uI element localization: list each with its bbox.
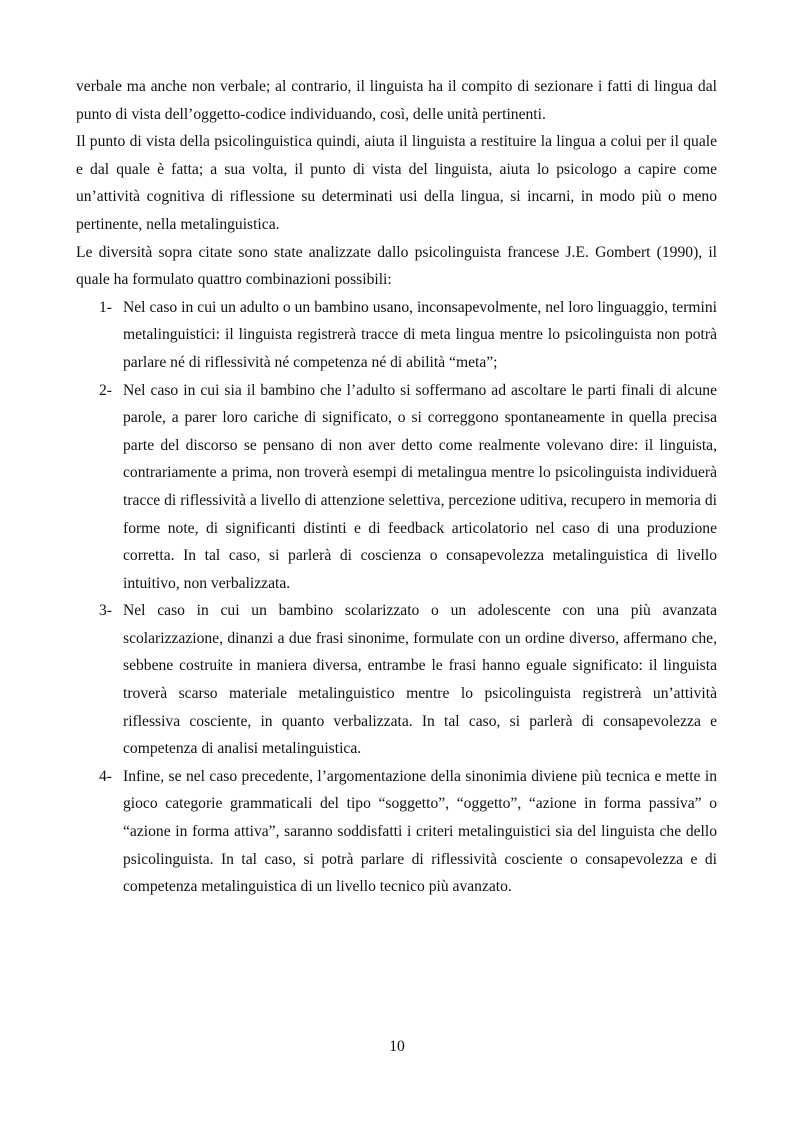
list-item-text: Nel caso in cui un bambino scolarizzato o un adolescente con una più avanzata scolarizzazione, dinanzi a due frasi sinonime, formulate con un ordine diverso, affermano che, sebbene costruite in maniera diversa, entrambe le frasi hanno eguale significato: il linguista troverà scarso materiale metalinguistico mentre lo psicolinguista registrerà un’attività riflessiva cosciente, in quanto verbalizzata. In tal caso, si parlerà di consapevolezza e competenza di analisi metalinguistica. — [123, 602, 717, 758]
combinations-list — [76, 294, 717, 901]
list-item-number: 2- — [99, 381, 112, 399]
list-item — [76, 763, 717, 901]
list-item-text: Nel caso in cui sia il bambino che l’adulto si soffermano ad ascoltare le parti finali di alcune parole, a parer loro cariche di significato, o si correggono spontaneamente in quella precisa parte del discorso se pensano di non aver detto come realmente volevano dire: il linguista, contrariamente a prima, non troverà esempi di metalingua mentre lo psicolinguista individuerà tracce di riflessività a livello di attenzione selettiva, percezione uditiva, recupero in memoria di forme note, di significanti distinti e di feedback articolatorio nel caso di una produzione corretta. In tal caso, si parlerà di coscienza o consapevolezza metalinguistica di livello intuitivo, non verbalizzata. — [123, 381, 717, 592]
list-item-text: Nel caso in cui un adulto o un bambino usano, inconsapevolmente, nel loro linguaggio, termini metalinguistici: il linguista registrerà tracce di meta lingua mentre lo psicolinguista non potrà parlare né di riflessività né competenza né di abilità “meta”; — [123, 298, 717, 371]
list-item-text: Infine, se nel caso precedente, l’argomentazione della sinonimia diviene più tecnica e mette in gioco categorie grammaticali del tipo “soggetto”, “oggetto”, “azione in forma passiva” o “azione in forma attiva”, saranno soddisfatti i criteri metalinguistici sia del linguista che dello psicolinguista. In tal caso, si potrà parlare di riflessività cosciente o consapevolezza e di competenza metalinguistica di un livello tecnico più avanzato. — [123, 767, 717, 896]
paragraph-psycholinguistics: Il punto di vista della psicolinguistica quindi, aiuta il linguista a restituire la lingua a colui per il quale e dal quale è fatta; a sua volta, il punto di vista del linguista, aiuta lo psicologo a capire come un’attività cognitiva di riflessione su determinati usi della lingua, si incarni, in modo più o meno pertinente, nella metalinguistica. — [76, 133, 717, 233]
list-item-number: 1- — [99, 298, 112, 316]
paragraph-continuation: verbale ma anche non verbale; al contrario, il linguista ha il compito di sezionare i fatti di lingua dal punto di vista dell’oggetto-codice individuando, così, delle unità pertinenti. — [76, 78, 717, 123]
list-item — [76, 377, 717, 598]
list-item — [76, 294, 717, 377]
page-number: 10 — [389, 1038, 405, 1055]
paragraph-gombert: Le diversità sopra citate sono state analizzate dallo psicolinguista francese J.E. Gombert (1990), il quale ha formulato quattro combinazioni possibili: — [76, 243, 717, 289]
list-item — [76, 597, 717, 763]
document-body — [76, 73, 717, 901]
list-item-number: 4- — [99, 767, 112, 785]
list-item-number: 3- — [99, 602, 112, 620]
